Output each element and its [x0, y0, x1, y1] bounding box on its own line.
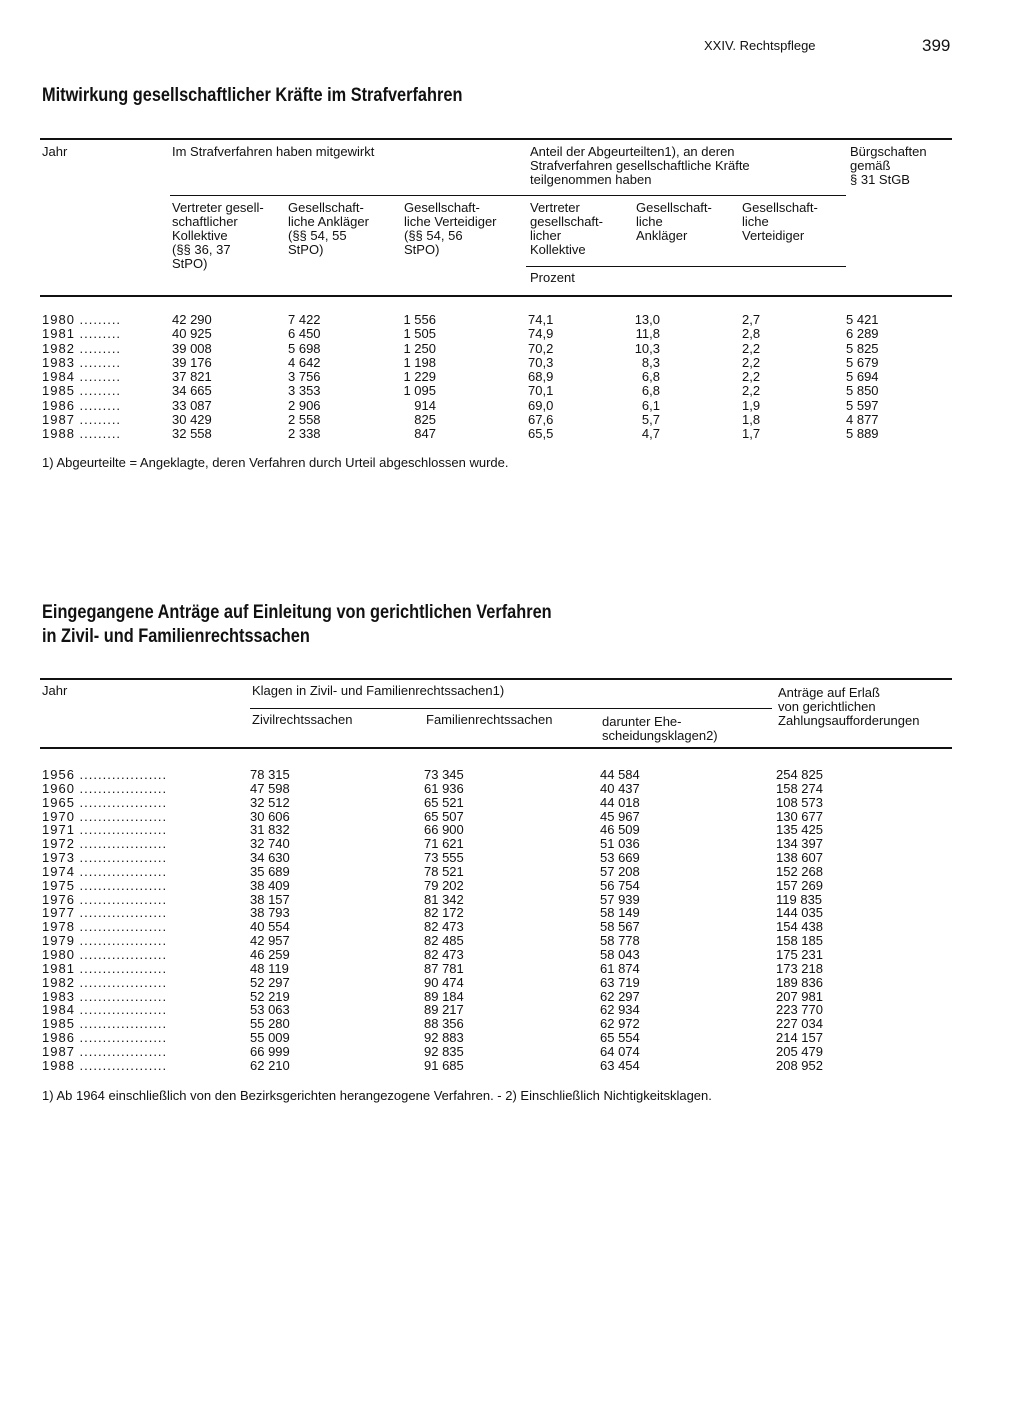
table-cell: 8,3: [641, 354, 660, 370]
table-cell: 4 877: [846, 411, 879, 427]
table-cell: 1,7: [742, 426, 761, 441]
table-cell: 82 485: [424, 933, 464, 949]
table-row: 1980 ...................: [42, 947, 168, 962]
table-row: 1956 ...................: [42, 768, 168, 782]
table-row: 1982 .........: [42, 341, 122, 356]
table-cell: 66 900: [424, 822, 464, 838]
table2-col-year: Jahr: [42, 683, 68, 698]
table-cell: 79 202: [424, 877, 464, 893]
table-cell: 30 429: [172, 411, 212, 427]
table-cell: 51 036: [600, 836, 640, 852]
table-cell: 2,7: [742, 312, 761, 327]
table-cell: 6,8: [641, 369, 660, 384]
table-cell: 65 554: [600, 1030, 640, 1046]
table-cell: 205 479: [776, 1043, 823, 1059]
table-row: 1982 ...................: [42, 975, 168, 990]
table-cell: 254 825: [776, 767, 823, 782]
table-cell: 6 289: [846, 326, 879, 342]
table-cell: 134 397: [776, 836, 823, 852]
table-cell: 58 567: [600, 919, 640, 935]
table-cell: 39 176: [172, 354, 212, 370]
table-cell: 65 521: [424, 794, 464, 810]
table-cell: 40 437: [600, 780, 640, 796]
table-cell: 69,0: [528, 397, 554, 413]
table-cell: 5 597: [846, 397, 879, 413]
table-cell: 7 422: [288, 312, 321, 327]
table-cell: 89 217: [424, 1002, 464, 1018]
table-cell: 152 268: [776, 863, 823, 879]
table-row: 1976 ...................: [42, 892, 168, 907]
table-cell: 64 074: [600, 1043, 640, 1059]
table-cell: 1 505: [403, 326, 436, 342]
table-cell: 1 229: [403, 369, 436, 384]
table-cell: 1,9: [742, 397, 761, 413]
table-cell: 46 509: [600, 822, 640, 838]
table-cell: 92 883: [424, 1030, 464, 1046]
table-cell: 1 095: [403, 383, 436, 399]
table-cell: 82 473: [424, 919, 464, 935]
table1-prosecutors-column: [288, 313, 321, 441]
table1-pct-prosecutors-column: [626, 313, 660, 441]
table1-group-share: Anteil der Abgeurteilten1), an deren Strafverfahren gesellschaftliche Kräfte teilgenommen haben: [530, 144, 750, 187]
table-row: 1981 .........: [42, 327, 122, 342]
table2-group-claims: Klagen in Zivil- und Familienrechtssachen1): [252, 683, 505, 698]
table-row: 1985 .........: [42, 384, 122, 399]
table-cell: 87 781: [424, 960, 464, 976]
table1-defenders-column: [396, 313, 436, 441]
table-cell: 32 558: [172, 426, 212, 441]
table1-pct-representatives-column: [528, 313, 553, 441]
table-cell: 34 630: [250, 850, 290, 866]
table2-payment-column: [776, 768, 823, 1073]
table-cell: 189 836: [776, 974, 823, 990]
table-cell: 40 925: [172, 326, 212, 342]
table2-divorce-column: [600, 768, 640, 1073]
table-cell: 44 018: [600, 794, 640, 810]
table-row: 1987 .........: [42, 412, 122, 427]
table-cell: 81 342: [424, 891, 464, 907]
table2-group-rule: [250, 708, 772, 709]
table1-col-pct-defenders: Gesellschaft- liche Verteidiger: [742, 200, 818, 243]
table-cell: 38 409: [250, 877, 290, 893]
table-cell: 78 521: [424, 863, 464, 879]
table2-top-rule: [40, 678, 952, 680]
section-header: XXIV. Rechtspflege: [704, 38, 816, 53]
table1-representatives-column: [172, 313, 212, 441]
table-cell: 31 832: [250, 822, 290, 838]
table-cell: 138 607: [776, 850, 823, 866]
table-cell: 58 043: [600, 946, 640, 962]
table-cell: 70,2: [528, 340, 554, 356]
table-cell: 38 157: [250, 891, 290, 907]
table-row: 1988 ...................: [42, 1058, 168, 1073]
table-row: 1987 ...................: [42, 1044, 168, 1059]
table2-civil-column: [250, 768, 290, 1073]
table-cell: 62 297: [600, 988, 640, 1004]
table-cell: 119 835: [776, 891, 823, 907]
table1-pct-defenders-column: [742, 313, 760, 441]
table1-bail-column: [846, 313, 879, 441]
table-row: 1978 ...................: [42, 920, 168, 935]
table-row: 1972 ...................: [42, 837, 168, 852]
table-cell: 65 507: [424, 808, 464, 824]
table1-header-bottom-rule: [40, 295, 952, 297]
table-cell: 47 598: [250, 780, 290, 796]
table-cell: 73 345: [424, 767, 464, 782]
table-cell: 52 297: [250, 974, 290, 990]
table2-col-divorce: darunter Ehe- scheidungsklagen2): [602, 714, 718, 743]
table-row: 1981 ...................: [42, 961, 168, 976]
table-cell: 62 934: [600, 1002, 640, 1018]
table-cell: 2 906: [288, 397, 321, 413]
table-cell: 56 754: [600, 877, 640, 893]
table-cell: 914: [414, 397, 436, 413]
table-cell: 37 821: [172, 369, 212, 384]
table-cell: 74,1: [528, 312, 554, 327]
table-row: 1970 ...................: [42, 809, 168, 824]
table-cell: 227 034: [776, 1016, 823, 1032]
table-cell: 42 957: [250, 933, 290, 949]
table-cell: 5 825: [846, 340, 879, 356]
table-cell: 5 421: [846, 312, 879, 327]
table-cell: 30 606: [250, 808, 290, 824]
table-cell: 214 157: [776, 1030, 823, 1046]
table-cell: 89 184: [424, 988, 464, 1004]
table-cell: 2,8: [742, 326, 761, 342]
table-cell: 825: [414, 411, 436, 427]
table1-footnote: 1) Abgeurteilte = Angeklagte, deren Verfahren durch Urteil abgeschlossen wurde.: [42, 455, 509, 470]
table-row: 1979 ...................: [42, 934, 168, 948]
table-cell: 130 677: [776, 808, 823, 824]
table-cell: 6,8: [641, 383, 660, 399]
table-cell: 223 770: [776, 1002, 823, 1018]
table-row: 1988 .........: [42, 427, 122, 441]
table1-col-bail: Bürgschaften gemäß § 31 StGB: [850, 144, 927, 187]
table-cell: 32 740: [250, 836, 290, 852]
table-cell: 82 473: [424, 946, 464, 962]
table-row: 1971 ...................: [42, 823, 168, 838]
table-cell: 78 315: [250, 767, 290, 782]
table-cell: 68,9: [528, 369, 554, 384]
table2-footnote: 1) Ab 1964 einschließlich von den Bezirksgerichten herangezogene Verfahren. - 2) Einschließlich Nichtigkeitsklagen.: [42, 1088, 712, 1103]
table-cell: 57 939: [600, 891, 640, 907]
table-row: 1984 ...................: [42, 1003, 168, 1018]
table-cell: 58 149: [600, 905, 640, 921]
table-cell: 5 679: [846, 354, 879, 370]
table-cell: 38 793: [250, 905, 290, 921]
table-cell: 39 008: [172, 340, 212, 356]
table-cell: 158 274: [776, 780, 823, 796]
table-cell: 61 874: [600, 960, 640, 976]
table-cell: 53 669: [600, 850, 640, 866]
table-row: 1973 ...................: [42, 851, 168, 865]
table-cell: 2 558: [288, 411, 321, 427]
table-cell: 53 063: [250, 1002, 290, 1018]
table1-unit-percent: Prozent: [530, 270, 575, 285]
table1-col-defenders: Gesellschaft- liche Verteidiger (§§ 54, 56 StPO): [404, 200, 497, 257]
table1-group-participated: Im Strafverfahren haben mitgewirkt: [172, 144, 375, 159]
table2-title-line2: in Zivil- und Familienrechtssachen: [42, 626, 310, 647]
table-cell: 92 835: [424, 1043, 464, 1059]
page-number: 399: [922, 36, 951, 55]
table2-header-bottom-rule: [40, 747, 952, 749]
table-cell: 5 850: [846, 383, 879, 399]
table-cell: 2,2: [742, 369, 761, 384]
table-cell: 46 259: [250, 946, 290, 962]
table-cell: 62 972: [600, 1016, 640, 1032]
table-cell: 10,3: [634, 340, 660, 356]
table-cell: 34 665: [172, 383, 212, 399]
table-cell: 847: [414, 426, 436, 441]
table-cell: 1,8: [742, 411, 761, 427]
table-row: 1983 ...................: [42, 989, 168, 1004]
table-cell: 32 512: [250, 794, 290, 810]
table-cell: 57 208: [600, 863, 640, 879]
table1-col-prosecutors: Gesellschaft- liche Ankläger (§§ 54, 55 StPO): [288, 200, 369, 257]
table-cell: 13,0: [634, 312, 660, 327]
table2-col-payment: Anträge auf Erlaß von gerichtlichen Zahlungsaufforderungen: [778, 685, 920, 728]
table1-col-year: Jahr: [42, 144, 68, 159]
table1-col-pct-representatives: Vertreter gesellschaft- licher Kollektive: [530, 200, 603, 257]
table-cell: 62 210: [250, 1057, 290, 1073]
table-cell: 144 035: [776, 905, 823, 921]
table-cell: 90 474: [424, 974, 464, 990]
table-row: 1980 .........: [42, 313, 122, 327]
table-row: 1986 .........: [42, 398, 122, 413]
table-cell: 55 009: [250, 1030, 290, 1046]
table1-top-rule: [40, 138, 952, 140]
table-row: 1965 ...................: [42, 795, 168, 810]
table-cell: 35 689: [250, 863, 290, 879]
table-cell: 4,7: [641, 426, 660, 441]
table-cell: 63 454: [600, 1057, 640, 1073]
table-cell: 71 621: [424, 836, 464, 852]
table-row: 1985 ...................: [42, 1017, 168, 1032]
table1-col-representatives: Vertreter gesell- schaftlicher Kollektive (§§ 36, 37 StPO): [172, 200, 264, 271]
table-cell: 65,5: [528, 426, 554, 441]
table-cell: 207 981: [776, 988, 823, 1004]
table-cell: 154 438: [776, 919, 823, 935]
table-cell: 2,2: [742, 354, 761, 370]
table1-title: Mitwirkung gesellschaftlicher Kräfte im Strafverfahren: [42, 85, 463, 106]
table-cell: 2 338: [288, 426, 321, 441]
table-cell: 66 999: [250, 1043, 290, 1059]
table-cell: 73 555: [424, 850, 464, 866]
table-cell: 175 231: [776, 946, 823, 962]
table-cell: 48 119: [250, 960, 289, 976]
table-cell: 82 172: [424, 905, 464, 921]
table-cell: 88 356: [424, 1016, 464, 1032]
table1-col-pct-prosecutors: Gesellschaft- liche Ankläger: [636, 200, 712, 243]
table-row: 1986 ...................: [42, 1031, 168, 1045]
table-cell: 4 642: [288, 354, 321, 370]
table2-family-column: [424, 768, 464, 1073]
table-cell: 1 556: [403, 312, 436, 327]
table-cell: 2,2: [742, 383, 761, 399]
table-cell: 1 198: [403, 354, 436, 370]
table2-title-line1: Eingegangene Anträge auf Einleitung von gerichtlichen Verfahren: [42, 602, 552, 623]
table-cell: 6,1: [641, 397, 660, 413]
table-cell: 5 889: [846, 426, 879, 441]
table-cell: 44 584: [600, 767, 640, 782]
table2-year-column: [42, 768, 230, 1073]
table-cell: 33 087: [172, 397, 212, 413]
table-cell: 11,8: [635, 326, 660, 342]
table-cell: 1 250: [403, 340, 436, 356]
table-cell: 208 952: [776, 1057, 823, 1073]
table1-percent-rule: [526, 266, 846, 267]
table2-col-family: Familienrechtssachen: [426, 712, 553, 727]
table-cell: 45 967: [600, 808, 640, 824]
table-row: 1960 ...................: [42, 781, 168, 796]
table-row: 1984 .........: [42, 370, 122, 384]
table-cell: 70,1: [528, 383, 554, 399]
table-cell: 108 573: [776, 794, 823, 810]
table-cell: 42 290: [172, 312, 212, 327]
table-cell: 63 719: [600, 974, 640, 990]
table-cell: 61 936: [424, 780, 464, 796]
table-cell: 70,3: [528, 354, 554, 370]
table-cell: 52 219: [250, 988, 290, 1004]
table-cell: 2,2: [742, 340, 761, 356]
table-cell: 40 554: [250, 919, 290, 935]
table2-col-civil: Zivilrechtssachen: [252, 712, 353, 727]
table-cell: 5,7: [641, 411, 660, 427]
table-cell: 74,9: [528, 326, 554, 342]
table-row: 1983 .........: [42, 355, 122, 370]
table-cell: 3 353: [288, 383, 321, 399]
table-cell: 135 425: [776, 822, 823, 838]
table-cell: 158 185: [776, 933, 823, 949]
table-row: 1974 ...................: [42, 864, 168, 879]
table-cell: 173 218: [776, 960, 823, 976]
table-row: 1977 ...................: [42, 906, 168, 921]
table-cell: 5 694: [846, 369, 879, 384]
table-cell: 6 450: [288, 326, 321, 342]
table-cell: 3 756: [288, 369, 321, 384]
table1-group-rule: [170, 195, 846, 196]
table-cell: 67,6: [528, 411, 554, 427]
table-cell: 157 269: [776, 877, 823, 893]
table-cell: 58 778: [600, 933, 640, 949]
table-cell: 55 280: [250, 1016, 290, 1032]
table-row: 1975 ...................: [42, 878, 168, 893]
table-cell: 91 685: [424, 1057, 464, 1073]
table-cell: 5 698: [288, 340, 321, 356]
table1-year-column: [42, 313, 154, 441]
